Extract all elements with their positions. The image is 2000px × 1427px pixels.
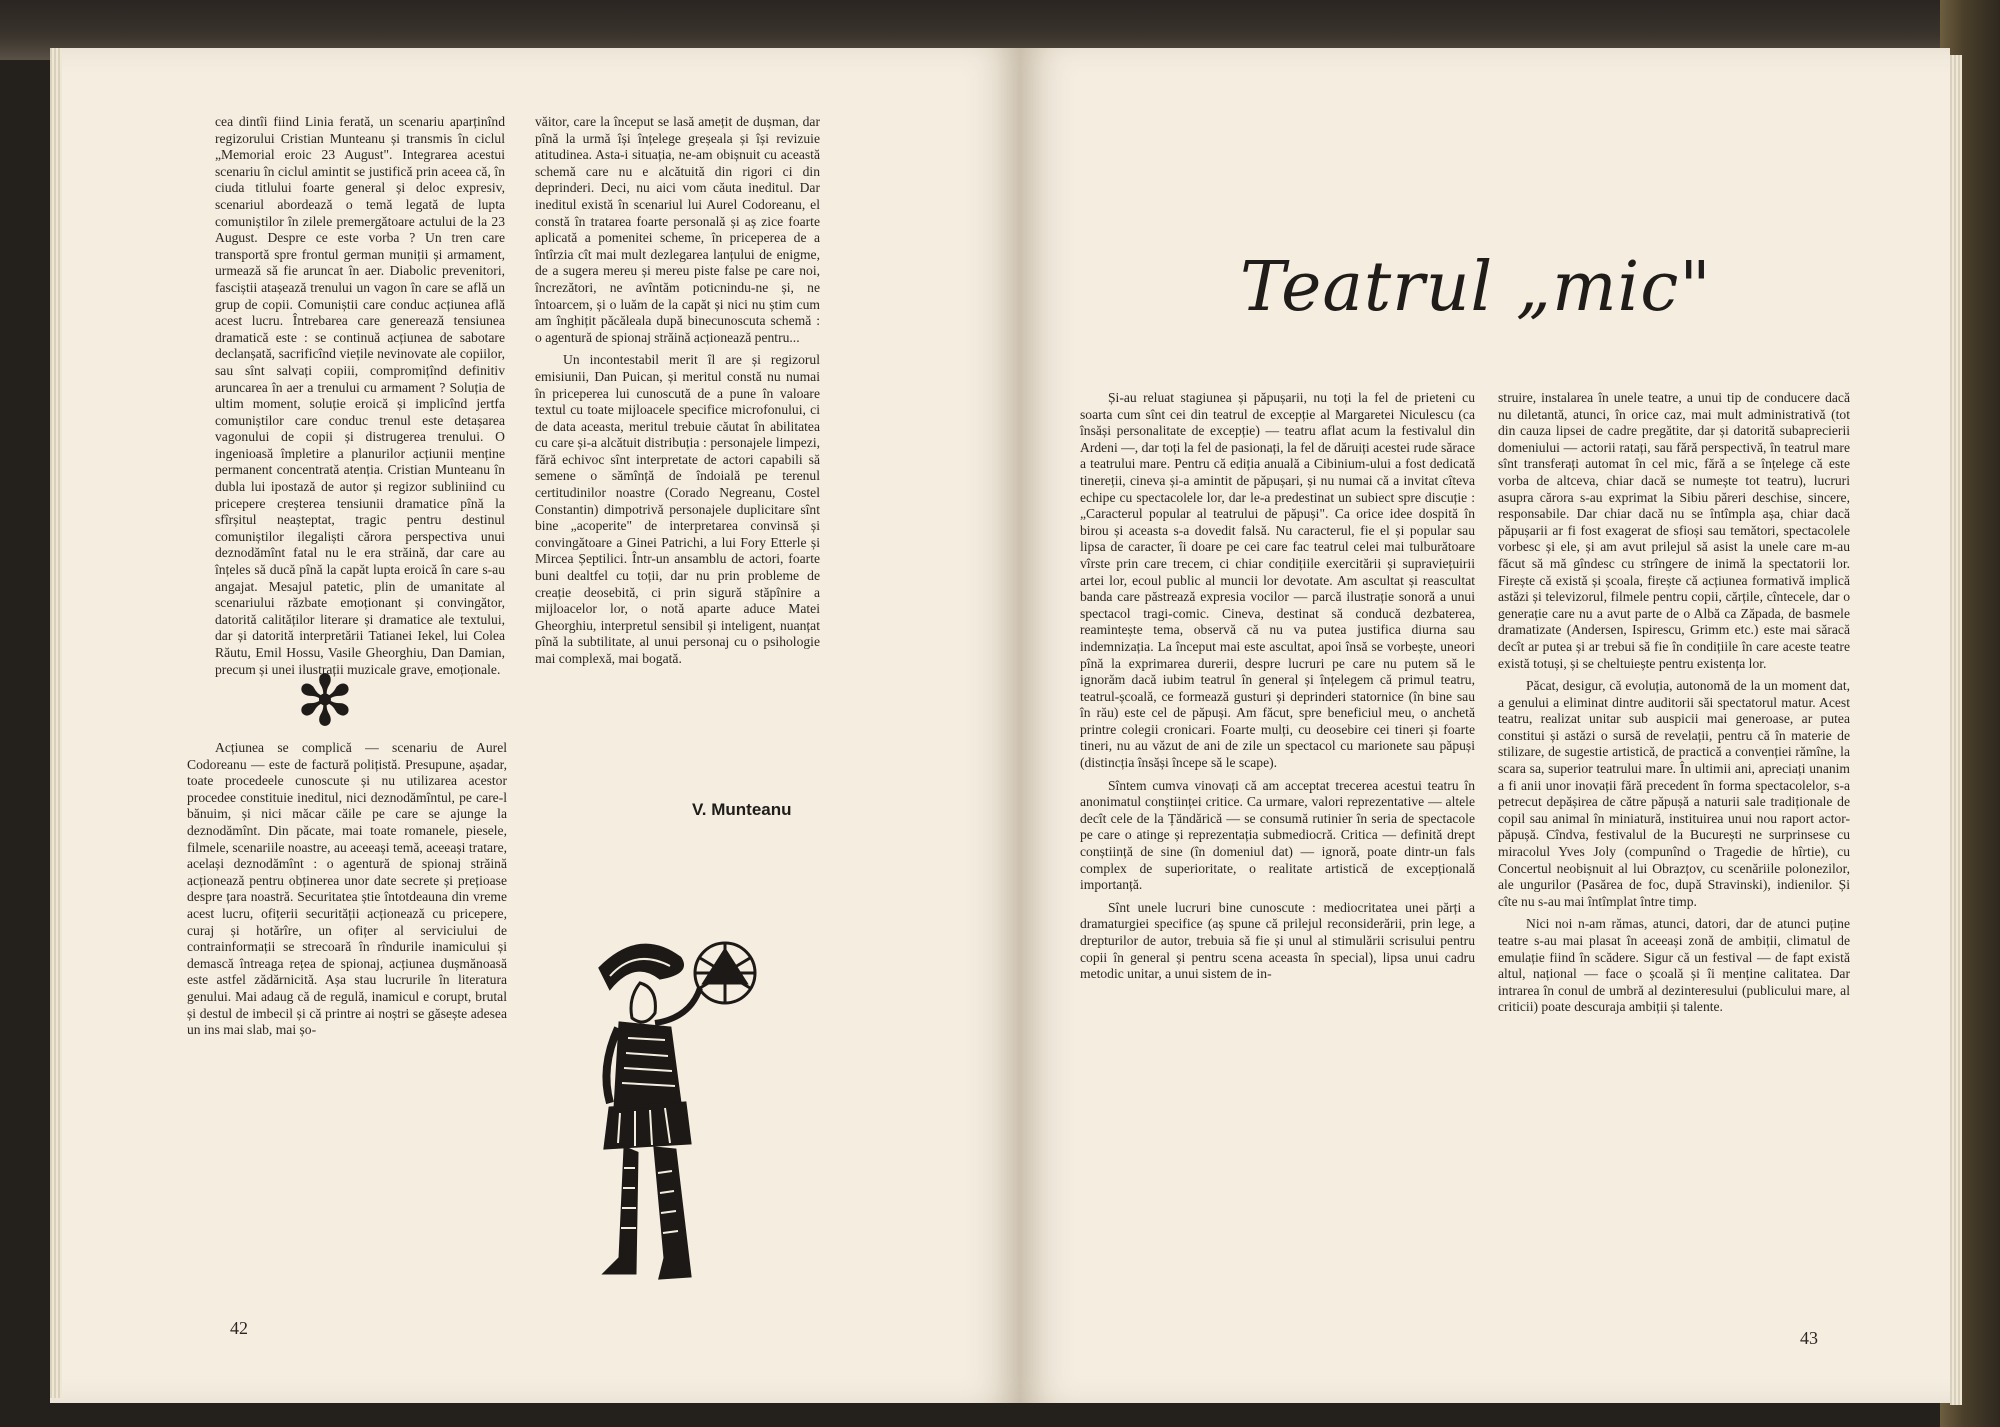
right-page <box>1020 48 1950 1403</box>
author-signature: V. Munteanu <box>692 800 792 819</box>
paragraph-nici-noi: Nici noi n-am rămas, atunci, datori, dar de atunci puține teatre s-au mai plasat în aceeași zonă de ambiții, climatul de emulație fiind în scădere. Sigur că un festival — de fapt există altul, național — face o școală și îi menține calitatea. Dar intrarea în conul de umbră al dezinteresului (publicului mare, al criticii) poate descuraja ambiții și talente. <box>1498 916 1850 1015</box>
paragraph-lucruri-cunoscute: Sînt unele lucruri bine cunoscute : mediocritatea unei părți a dramaturgiei specifice (aș spune că prilejul reconsiderării, prin lege, a drepturilor de autor, trebuia să fie și unul al stimulării scrisului pentru copii în general și pentru scena aceasta în special), lipsa unui cadru metodic unitar, a unui sistem de in- <box>1080 899 1475 982</box>
paragraph-struire: struire, instalarea în unele teatre, a unui tip de conducere dacă nu diletantă, atunci, în orice caz, mai mult administrativă (tot din cauza lipsei de cadre pregătite, dar și datorită subaprecierii domeniului — actorii ratați, sau fără perspectivă, în teatrul mare sînt transferați automat în cel mic, fără a se înțelege că este vorba de altceva, chiar dacă se numește tot teatru), lucruri asupra cărora s-au exprimat la Sibiu păreri deschise, sincere, responsabile. Dar chiar dacă nu se întîmpla așa, chiar dacă păpușarii ar fi fost exagerat de sfioși sau temători, spectacolele vorbesc și ele, și am avut prilejul să asist la unele care m-au făcut să mă gîndesc cu strîngere de inimă la spectatorii lor. Firește că există și școala, firește că acțiunea formativă implică astăzi și televizorul, filmele pentru copii, cărțile, cîntecele, dar o generație care nu a avut parte de o Albă ca Zăpada, de basmele dramatizate (Andersen, Ispirescu, Grimm etc.) este mai săracă decît ar putea și ar trebui să fie în condițiile în care aceste teatre există totuși, și se cheltuiește pentru existența lor. <box>1498 390 1850 671</box>
woodcut-illustration <box>540 928 780 1288</box>
paragraph-linia-ferata: cea dintîi fiind Linia ferată, un scenariu aparținînd regizorului Cristian Munteanu și transmis în ciclul „Memorial eroic 23 August". Integrarea acestui scenariu în ciclul amintit se justifică prin aceea că, în ciuda titlului foarte general și deloc expresiv, scenariul abordează o temă legată de lupta comuniștilor în zilele premergătoare actului de la 23 August. Despre ce este vorba ? Un tren care transportă spre frontul german muniții și armament, urmează să fie aruncat în aer. Diabolic prevenitori, fasciștii atașează trenului un vagon în care se află un grup de copii. Comuniștii care conduc acțiunea află acest lucru. Întrebarea care generează tensiunea dramatică este : se continuă acțiunea de sabotare declanșată, sacrificînd viețile nevinovate ale copiilor, sau sînt salvați copiii, compromițînd definitiv aruncarea în aer a trenului cu armament ? Soluția de ultim moment, soluție eroică și implicînd jertfa comuniștilor care conduc trenul este detașarea vagonului de copii și distrugerea trenului. O ingenioasă împletire a planurilor acțiunii menține permanent concentrată atenția. Cristian Munteanu în dubla lui ipostază de autor și regizor subliniind cu pricepere creșterea tensiunii dramatice pînă la sfîrșitul neașteptat, tragic pentru destinul comuniștilor ilegaliști cărora perspectiva unui deznodămînt fatal nu le era străină, dar care au înțeles să ducă pînă la capăt lupta eroică în care s-au angajat. Mesajul patetic, plin de umanitate al scenariului răzbate emoționant și convingător, datorită calităților literare și dramatice ale textului, dar și datorită interpretării Tatianei Iekel, lui Colea Răutu, Emil Hossu, Vasile Gheorghiu, Dan Damian, precum și unei ilustrații muzicale grave, emoționale. <box>215 114 505 677</box>
page-number-left: 42 <box>230 1318 248 1338</box>
paragraph-vinovati: Sîntem cumva vinovați că am acceptat trecerea acestui teatru în anonimatul conștiinței critice. Ca urmare, valori reprezentative — altele decît cele de la Țăndărică — se consumă rutinier în seria de spectacole pe care o atinge și reprezentația submediocră. Critica — definită drept conștiință de sine (în domeniul dat) — ignoră, poate dintr-un fals complex de superioritate, o realitate artistică de excepțională importanță. <box>1080 777 1475 893</box>
article-title: Teatrul „mic" <box>1240 248 1712 327</box>
left-column-1-bottom <box>187 740 507 1045</box>
right-column-1 <box>1080 390 1475 989</box>
paragraph-stagiunea: Și-au reluat stagiunea și păpușarii, nu toți la fel de prieteni cu soarta cum sînt cei din teatrul de excepție al Margaretei Niculescu (ca însăși personalitate de excepție) — teatru aflat acum la festivalul din Ardeni —, dar toți la fel de pasionați, la fel de dăruiți acestei rude sărace a teatrului mare. Pentru că ediția anuală a Cibinium-ului a fost dedicată tinereții, cineva și-a amintit de păpușari, și nu numai că a invitat cîteva echipe cu spectacolele lor, dar le-a predestinat un subiect spre discuție : „Caracterul popular al teatrului de păpuși". Ca orice idee dospită în birou și aceasta s-a dovedit falsă. Nu caracterul, fie el și popular sau lipsa de caracter, îi doare pe cei care fac teatrul celei mai tulburătoare vîrste prin care trecem, ci chiar condițiile exercitării și supraviețuirii artei lor, ecoul public al muncii lor devotate. Am ascultat și reascultat banda care păstrează expresia vocilor — parcă ilustrație sonoră a unui spectacol tragi-comic. Cineva, destinat să conducă dezbaterea, reamintește tema, observă că nu va putea justifica diurna sau indemnizația. La început mai este ascultat, apoi însă se vorbește, uneori pînă la exprimarea durerii, despre lucruri pe care nu putem să le ignorăm dacă iubim teatrul în general și înțelegem că primul teatru, teatrul-școală, ce formează gusturi și deprinderi statornice (în bine sau în rău) este cel de păpuși. Am făcut, spre beneficiul meu, o anchetă printre colegii cronicari. Foarte mulți, cu deosebire cei tineri și foarte tineri, nu au văzut de ani de zile un spectacol cu marionete sau păpuși (distincția însăși începe să le scape). <box>1080 390 1475 771</box>
paragraph-pacat: Păcat, desigur, că evoluția, autonomă de la un moment dat, a genului a eliminat dintre auditorii săi spectatorul matur. Acest teatru, realizat unitar sub auspicii mai generoase, ar putea constitui și astăzi o sursă de revelații, pentru că în materie de stilizare, de sugestie artistică, de practică a convenției rămîne, la scara sa, superior teatrului mare. În ultimii ani, apreciați unanim a fi anii unor inovații fără precedent în forma spectacolelor, s-a petrecut depășirea de către păpușă a naturii sale tradiționale de copil sau animal în miniatură, instituirea unui nou raport actor-păpușă. Cîndva, festivalul de la București ne surprinsese cu miracolul Yves Joly (compunînd o Tragedie de hîrtie), cu Concertul neobișnuit al lui Obrazțov, cu scenăriile polonezilor, ale ungurilor (Pasărea de foc, după Stravinski), indienilor. Și cîte nu s-au mai întîmplat între timp. <box>1498 678 1850 909</box>
page-edge-left <box>50 48 62 1398</box>
paragraph-actiunea-se-complica: Acțiunea se complică — scenariu de Aurel Codoreanu — este de factură polițistă. Presupune, așadar, toate procedeele cunoscute și nu utilizarea acestor procedee constituie ineditul, nici deznodămîntul, pe care-l bănuim, și nici măcar căile pe care se ajunge la deznodămînt. Din păcate, mai toate romanele, piesele, filmele, scenariile noastre, au aceeași temă, aceeași tratare, același deznodămînt : o agentură de spionaj străină acționează pentru obținerea unor date secrete și prețioase despre țara noastră. Securitatea știe întotdeauna din vreme acest lucru, ofițerii securității acționează cu pricepere, curaj și hotărîre, un ofițer al serviciului de contrainformații se strecoară în rîndurile inamicului și demască întreaga rețea de spionaj, acțiunea dușmănoasă este astfel zădărnicită. Așa stau lucrurile în literatura genului. Mai adaug că de regulă, inamicul e corupt, brutal și destul de imbecil și că printre ai noștri se găsește adesea un ins mai slab, mai șo- <box>187 740 507 1038</box>
page-edge-right <box>1950 55 1962 1405</box>
left-page <box>50 48 1020 1403</box>
page-number-right: 43 <box>1800 1328 1818 1348</box>
paragraph-column2-second: Un incontestabil merit îl are și regizorul emisiunii, Dan Puican, și meritul constă nu numai în priceperea lui cunoscută de a pune în valoare textul cu toate mijloacele specifice microfonului, ci de data aceasta, meritul trebuie căutat în abilitatea cu care și-a alcătuit distribuția : personajele limpezi, fără echivoc sînt interpretate de actori capabili să semene o sămînță de îndoială pe terenul certitudinilor noastre (Corado Negreanu, Costel Constantin) dimpotrivă personajele duplicitare sînt bine „acoperite" de interpretarea convinsă și convingătoare a Ginei Patrichi, a lui Fory Etterle și Mircea Șeptilici. Într-un ansamblu de actori, foarte buni dealtfel cu toții, dar nu prin probleme de creație deosebită, ci prin sigură stăpînire a mijloacelor lor, o notă aparte aduce Matei Gheorghiu, interpretul sensibil și inteligent, nuanțat pînă la subtilitate, al unui personaj cu o psihologie mai complexă, mai bogată. <box>535 352 820 666</box>
right-column-2 <box>1498 390 1850 1022</box>
left-column-1-top <box>215 114 505 684</box>
paragraph-column2-first: văitor, care la început se lasă amețit de dușman, dar pînă la urmă își înțelege greșeala și își revizuie atitudinea. Asta-i situația, ne-am obișnuit cu această schemă care nu e alcătuită din rigori ci din deprinderi. Deci, nu aici vom căuta ineditul. Dar ineditul există în scenariul lui Aurel Codoreanu, el constă în tratarea foarte personală și aș zice foarte aplicată a pomenitei scheme, în priceperea de a întîrzia cît mai mult dezlegarea lanțului de enigme, de a sugera mereu și mereu piste false pe care noi, încrezători, ne avîntăm poticnindu-ne și, ne întoarcem, și o luăm de la capăt și nici nu știm cum am înghițit păcăleala după binecunoscuta schemă : o agentură de spionaj străină acționează pentru... <box>535 114 820 345</box>
ornament-asterisk: ✻ <box>295 664 355 741</box>
left-column-2 <box>535 114 820 674</box>
